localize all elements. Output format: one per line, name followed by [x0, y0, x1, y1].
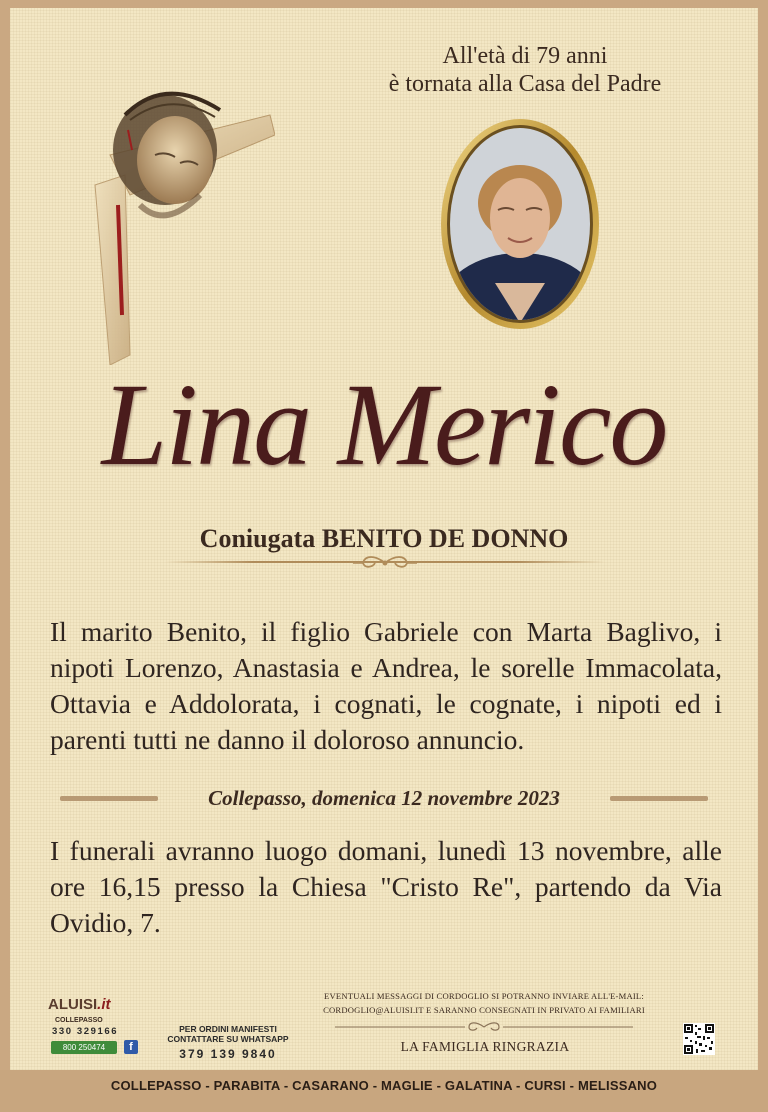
agency-brand-suffix: .it: [97, 996, 111, 1013]
ornament-icon: [345, 553, 425, 573]
date-divider-right: [610, 796, 708, 801]
announcement-text: Il marito Benito, il figlio Gabriele con Marta Baglivo, i nipoti Lorenzo, Anastasia e Andrea, le sorelle Immacolata, Ottavia e Addolorata, i cognati, le cognate, i nipoti ed i parenti tutti ne danno il doloroso annuncio.: [50, 616, 722, 755]
condolence-line1: EVENTUALI MESSAGGI DI CORDOGLIO SI POTRANNO INVIARE ALL'E-MAIL:: [324, 991, 644, 1001]
qr-code-icon: [683, 1023, 715, 1055]
agency-phone: 330 329166: [52, 1026, 119, 1037]
family-thanks: LA FAMIGLIA RINGRAZIA: [400, 1039, 570, 1054]
returned-line: è tornata alla Casa del Padre: [388, 71, 662, 97]
agency-town: COLLEPASSO: [55, 1017, 103, 1024]
agency-logo: [48, 996, 158, 1062]
agency-brand: [48, 996, 111, 1013]
agency-brand-name: ALUISI: [48, 996, 98, 1013]
place-date: Collepasso, domenica 12 novembre 2023: [208, 786, 560, 810]
deceased-name: Lina Merico: [101, 359, 667, 490]
christ-image: [70, 55, 275, 365]
date-row: [60, 783, 708, 813]
order-line1: PER ORDINI MANIFESTI: [179, 1024, 277, 1034]
spouse-line: Coniugata BENITO DE DONNO: [199, 524, 569, 553]
ornament-divider-icon: [335, 1020, 633, 1034]
order-contact: [158, 1024, 298, 1061]
deceased-portrait: [440, 118, 600, 330]
age-line: All'età di 79 anni: [442, 43, 608, 69]
footer-locations: COLLEPASSO - PARABITA - CASARANO - MAGLIE - GALATINA - CURSI - MELISSANO: [110, 1078, 658, 1093]
whatsapp-number: 379 139 9840: [179, 1047, 277, 1061]
date-divider-left: [60, 796, 158, 801]
condolence-line2: CORDOGLIO@ALUISI.IT E SARANNO CONSEGNATI IN PRIVATO AI FAMILIARI: [323, 1005, 645, 1015]
funeral-text: I funerali avranno luogo domani, lunedì 13 novembre, alle ore 16,15 presso la Chiesa "Cristo Re", partendo da Via Ovidio, 7.: [50, 835, 722, 938]
agency-free-number: 800 250474: [51, 1041, 117, 1054]
header-text: [340, 42, 710, 98]
order-line2: CONTATTARE SU WHATSAPP: [167, 1034, 289, 1044]
footer-bar: [0, 1070, 768, 1112]
facebook-icon: f: [124, 1040, 138, 1054]
condolence-info: [292, 989, 676, 1017]
